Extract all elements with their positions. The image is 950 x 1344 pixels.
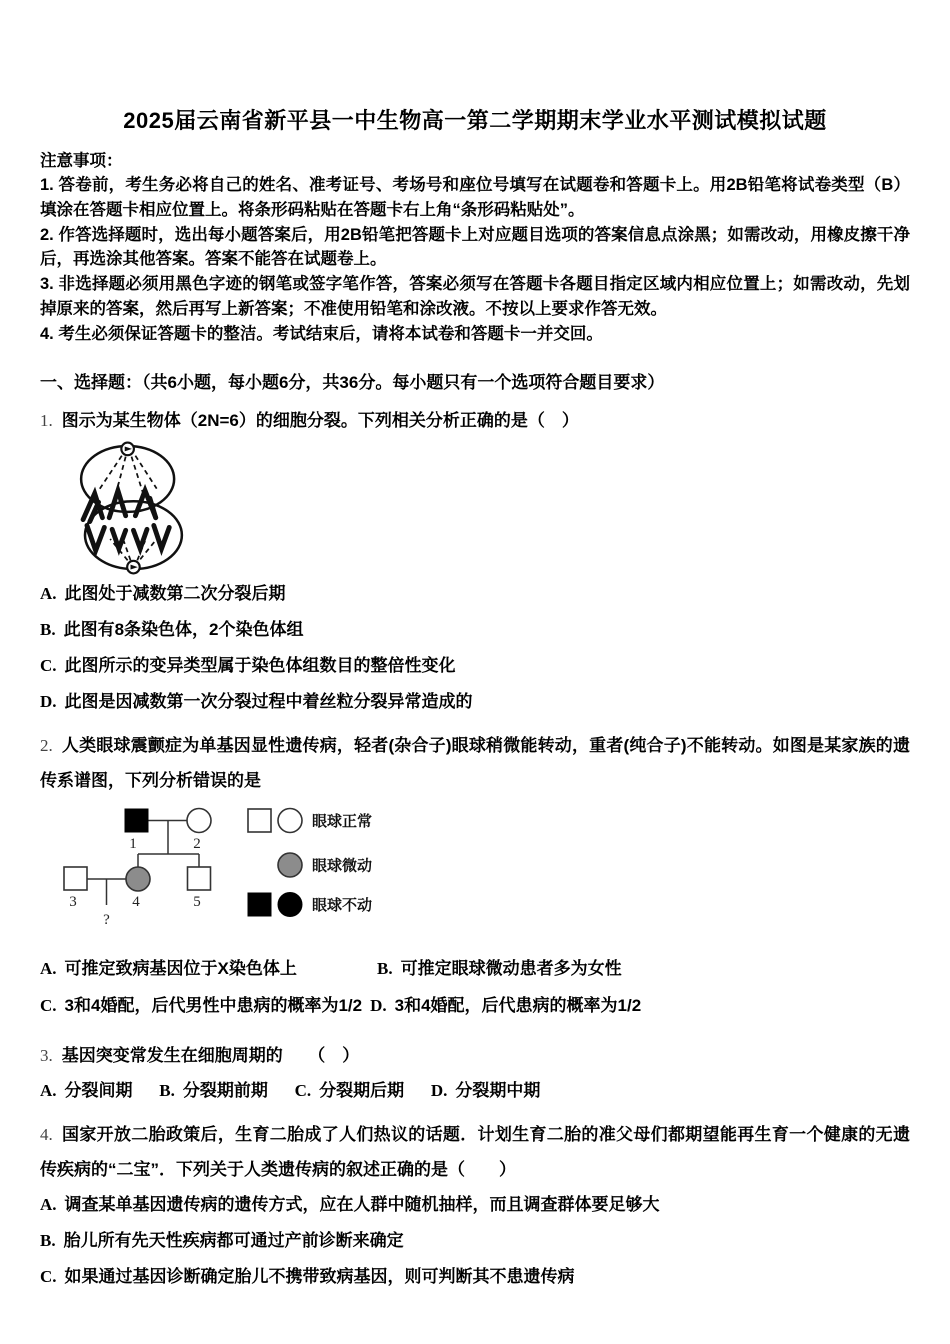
question-2-stem: [40, 728, 910, 798]
option-label: A.: [40, 958, 57, 978]
legend-severe-label: 眼球不动: [312, 896, 373, 914]
question-4-option-c: [40, 1259, 910, 1295]
option-text: 分裂期前期: [182, 1080, 268, 1100]
question-1-number: 1.: [40, 410, 53, 430]
option-text: 此图所示的变异类型属于染色体组数目的整倍性变化: [64, 655, 456, 675]
page-title: 2025届云南省新平县一中生物高一第二学期期末学业水平测试模拟试题: [123, 108, 827, 133]
question-4-stem-text: 国家开放二胎政策后，生育二胎成了人们热议的话题．计划生育二胎的准父母们都期望能再生育一个健康的无遗传疾病的“二宝”．下列关于人类遗传病的叙述正确的是（ ）: [40, 1124, 910, 1179]
option-text: 此图是因减数第一次分裂过程中着丝粒分裂异常造成的: [64, 691, 473, 711]
pedigree-diagram: [60, 802, 560, 936]
option-label: A.: [40, 1080, 57, 1100]
legend-severe-circle: [278, 892, 302, 916]
question-1-stem: [40, 403, 910, 438]
option-text: 如果通过基因诊断确定胎儿不携带致病基因，则可判断其不患遗传病: [64, 1266, 575, 1286]
question-4-option-a: [40, 1187, 910, 1223]
pedigree-legend: [248, 808, 372, 916]
individual-3-normal-male: [64, 867, 87, 890]
question-4-options: [40, 1187, 910, 1295]
notice-section: [40, 149, 910, 347]
option-text: 此图处于减数第二次分裂后期: [64, 583, 286, 603]
section-heading: 一、选择题：（共6小题，每小题6分，共36分。每小题只有一个选项符合题目要求）: [40, 372, 665, 392]
question-3-option-c: [295, 1081, 405, 1100]
question-2-options: [40, 950, 910, 1024]
option-label: D.: [370, 995, 387, 1015]
option-text: 3和4婚配，后代患病的概率为1/2: [394, 995, 642, 1015]
notice-item-2: 2. 作答选择题时，选出每小题答案后，用2B铅笔把答题卡上对应题目选项的答案信息点涂黑；如需改动，用橡皮擦干净后，再选涂其他答案。答案不能答在试题卷上。: [40, 225, 910, 269]
question-1-option-d: [40, 684, 910, 720]
question-2-number: 2.: [40, 735, 53, 755]
question-3-option-d: [431, 1081, 541, 1100]
option-label: A.: [40, 1194, 57, 1214]
question-1: [40, 403, 910, 720]
option-text: 此图有8条染色体，2个染色体组: [63, 619, 304, 639]
legend-mild-label: 眼球微动: [312, 857, 373, 875]
option-label: B.: [40, 619, 56, 639]
question-1-option-b: [40, 612, 910, 648]
pedigree-label-3: 3: [69, 893, 77, 910]
option-text: 分裂期后期: [319, 1080, 405, 1100]
option-label: B.: [40, 1230, 56, 1250]
question-3-stem: [40, 1038, 910, 1073]
question-3-option-a: [40, 1081, 133, 1100]
pedigree-label-2: 2: [193, 835, 201, 852]
cell-division-diagram: [54, 440, 209, 576]
chromosomes-top: [83, 490, 156, 521]
question-3-number: 3.: [40, 1045, 53, 1065]
question-2-option-b: [377, 950, 622, 987]
question-3-stem-text: 基因突变常发生在细胞周期的 （ ）: [61, 1045, 360, 1065]
question-1-options: [40, 576, 910, 720]
question-4: [40, 1117, 910, 1295]
question-3-options: [40, 1073, 910, 1109]
legend-normal-label: 眼球正常: [312, 812, 373, 830]
question-2-options-row-2: [40, 987, 910, 1024]
question-1-stem-text: 图示为某生物体（2N=6）的细胞分裂。下列相关分析正确的是（ ）: [61, 410, 579, 430]
individual-4-mild-female: [126, 867, 150, 891]
option-text: 可推定眼球微动患者多为女性: [400, 958, 622, 978]
question-2-option-c: [40, 987, 362, 1024]
option-label: A.: [40, 583, 57, 603]
option-text: 3和4婚配，后代男性中患病的概率为1/2: [64, 995, 363, 1015]
option-label: D.: [40, 691, 57, 711]
pedigree-unknown-child: ?: [103, 911, 110, 928]
legend-normal-circle: [278, 808, 302, 832]
option-label: C.: [40, 1266, 57, 1286]
question-4-option-b: [40, 1223, 910, 1259]
option-text: 可推定致病基因位于X染色体上: [64, 958, 297, 978]
pedigree-label-4: 4: [132, 893, 140, 910]
pedigree-label-1: 1: [129, 835, 137, 852]
option-label: C.: [40, 655, 57, 675]
spindle-fibers-top: [99, 455, 157, 493]
option-text: 胎儿所有先天性疾病都可通过产前诊断来确定: [63, 1230, 404, 1250]
pedigree-lines: [87, 820, 199, 905]
question-1-option-c: [40, 648, 910, 684]
legend-severe-square: [248, 893, 271, 916]
option-label: D.: [430, 1080, 448, 1100]
option-label: B.: [159, 1080, 175, 1100]
question-3-option-b: [159, 1081, 268, 1100]
question-3: [40, 1038, 910, 1109]
question-1-option-a: [40, 576, 910, 612]
legend-mild-circle: [278, 853, 302, 877]
option-text: 分裂期中期: [455, 1080, 541, 1100]
option-label: C.: [294, 1080, 312, 1100]
notice-item-1: 1. 答卷前，考生务必将自己的姓名、准考证号、考场号和座位号填写在试题卷和答题卡上。用2B铅笔将试卷类型（B）填涂在答题卡相应位置上。将条形码粘贴在答题卡右上角“条形码粘贴处”。: [40, 176, 910, 219]
notice-heading: 注意事项：: [40, 152, 123, 170]
question-2-option-d: [370, 987, 641, 1024]
question-2-option-a: [40, 950, 377, 987]
individual-5-normal-male: [188, 867, 211, 890]
question-4-stem: [40, 1117, 910, 1187]
pedigree-figure: [60, 802, 910, 936]
option-label: C.: [40, 995, 57, 1015]
individual-1-affected-male: [125, 809, 148, 832]
notice-item-4: 4. 考生必须保证答题卡的整洁。考试结束后，请将本试卷和答题卡一并交回。: [40, 324, 603, 343]
question-4-number: 4.: [40, 1124, 53, 1144]
cell-division-figure: [54, 440, 910, 576]
option-text: 调查某单基因遗传病的遗传方式，应在人群中随机抽样，而且调查群体要足够大: [64, 1194, 660, 1214]
chromosomes-bottom: [87, 525, 169, 550]
option-label: B.: [377, 958, 393, 978]
individual-2-normal-female: [187, 808, 211, 832]
question-2-options-row-1: [40, 950, 910, 987]
legend-normal-square: [248, 809, 271, 832]
question-2: [40, 728, 910, 1024]
question-2-stem-text: 人类眼球震颤症为单基因显性遗传病，轻者(杂合子)眼球稍微能转动，重者(纯合子)不能转动。如图是某家族的遗传系谱图，下列分析错误的是: [40, 735, 910, 790]
option-text: 分裂间期: [64, 1080, 133, 1100]
notice-item-3: 3. 非选择题必须用黑色字迹的钢笔或签字笔作答，答案必须写在答题卡各题目指定区域内相应位置上；如需改动，先划掉原来的答案，然后再写上新答案；不准使用铅笔和涂改液。不按以上要求作答无效。: [40, 275, 910, 318]
pedigree-label-5: 5: [193, 893, 201, 910]
